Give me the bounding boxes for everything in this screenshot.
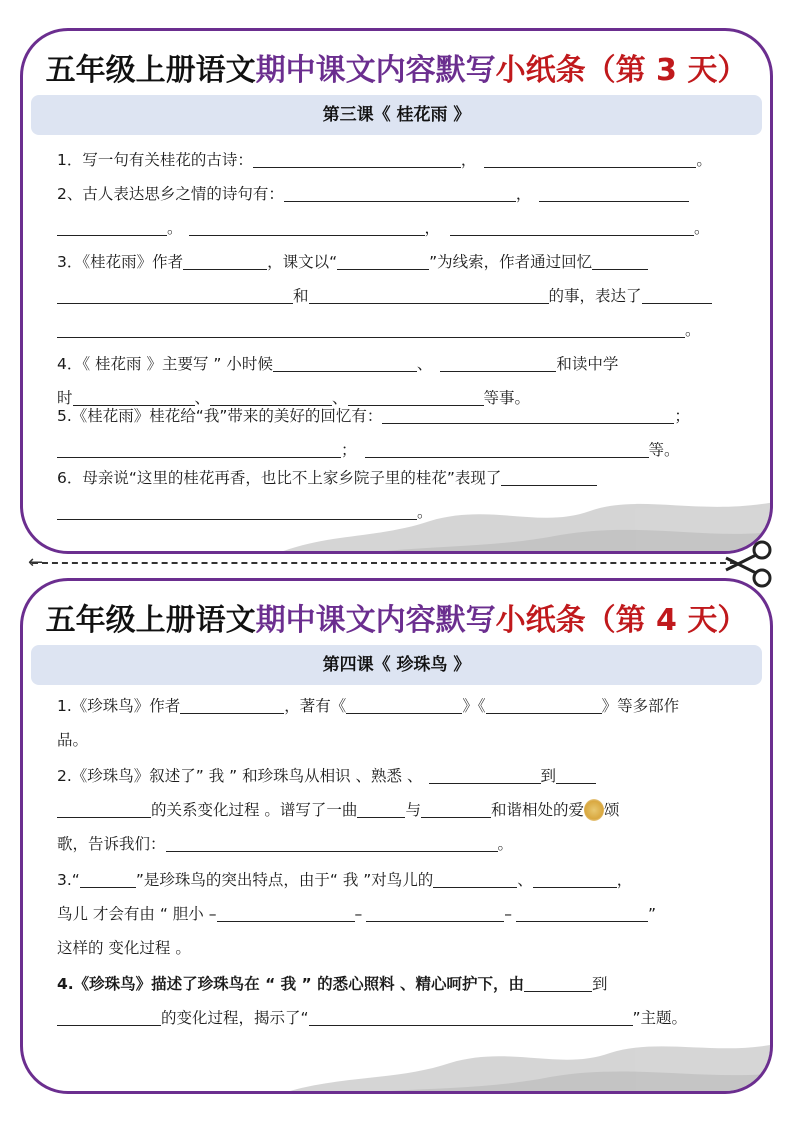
punct: 。 xyxy=(685,321,701,339)
question-text: 5.《桂花雨》桂花给“我”带来的美好的回忆有： xyxy=(57,407,383,425)
question-text: 4.《珍珠鸟》描述了珍珠鸟在 “ 我 ” 的悉心照料 、精心呵护下，由 xyxy=(57,975,525,993)
question-2 xyxy=(57,759,736,861)
answer-blank[interactable] xyxy=(516,903,648,922)
question-text: 2、古人表达思乡之情的诗句有： xyxy=(57,185,284,203)
question-text: 等。 xyxy=(648,441,680,459)
question-3 xyxy=(57,863,736,965)
cut-line-divider xyxy=(32,562,736,566)
arrow-left-icon: ← xyxy=(28,552,44,573)
answer-blank[interactable] xyxy=(309,285,549,304)
question-text: 》等多部作 xyxy=(601,697,680,715)
question-text: 2.《珍珠鸟》叙述了” 我 ” 和珍珠鸟从相识 、熟悉 、 xyxy=(57,767,423,785)
note-card-day4 xyxy=(20,578,773,1094)
punct: ， xyxy=(460,151,477,169)
answer-blank[interactable] xyxy=(57,285,293,304)
punct: 。 xyxy=(694,219,710,237)
question-text: 4．《 桂花雨 》主要写 ” 小时候 xyxy=(57,355,273,373)
answer-blank[interactable] xyxy=(486,695,602,714)
answer-blank[interactable] xyxy=(366,903,504,922)
answer-blank[interactable] xyxy=(429,765,541,784)
question-5 xyxy=(57,399,736,467)
question-text: 鸟儿 才会有由 “ 胆小 – xyxy=(57,905,217,923)
question-text: 1.《珍珠鸟》作者 xyxy=(57,697,181,715)
punct: 。 xyxy=(167,219,183,237)
question-text: 等事。 xyxy=(483,389,531,407)
answer-blank[interactable] xyxy=(57,1007,161,1026)
answer-blank[interactable] xyxy=(524,973,592,992)
question-text: 的关系变化过程 。谱写了一曲 xyxy=(151,801,358,819)
paint-smudge-decoration xyxy=(584,799,604,821)
question-text: 和谐相处的爱 xyxy=(490,801,584,819)
punct: ” xyxy=(648,905,657,923)
question-text: 》《 xyxy=(462,697,486,715)
punct: 、 xyxy=(517,871,533,889)
answer-blank[interactable] xyxy=(592,251,648,270)
punct: 。 xyxy=(497,835,514,853)
answer-blank[interactable] xyxy=(337,251,429,270)
question-text: 的变化过程，揭示了“ xyxy=(161,1009,309,1027)
question-text: ”是珍珠鸟的突出特点，由于“ 我 ”对鸟儿的 xyxy=(135,871,434,889)
title-day-text: 小纸条（第 3 天） xyxy=(495,53,748,88)
question-text: 3．《桂花雨》作者 xyxy=(57,253,184,271)
punct: ， xyxy=(616,871,633,889)
answer-blank[interactable] xyxy=(556,765,596,784)
question-text: 颂 xyxy=(603,801,620,819)
answer-blank[interactable] xyxy=(273,353,417,372)
answer-blank[interactable] xyxy=(382,405,674,424)
question-3 xyxy=(57,245,736,347)
question-text: 品。 xyxy=(57,731,89,749)
title-grade-text: 五年级上册语文 xyxy=(45,53,256,88)
answer-blank[interactable] xyxy=(484,149,696,168)
answer-blank[interactable] xyxy=(450,217,694,236)
question-text: 时 xyxy=(57,389,73,407)
question-text: 和 xyxy=(293,287,309,305)
answer-blank[interactable] xyxy=(57,439,341,458)
answer-blank[interactable] xyxy=(357,799,405,818)
answer-blank[interactable] xyxy=(284,183,516,202)
card-title xyxy=(23,595,770,639)
title-topic-text: 期中课文内容默写 xyxy=(255,603,496,638)
punct: ； xyxy=(674,407,690,425)
title-topic-text: 期中课文内容默写 xyxy=(255,53,496,88)
question-text: 到 xyxy=(592,975,608,993)
question-text: 和读中学 xyxy=(556,355,619,373)
answer-blank[interactable] xyxy=(253,149,461,168)
question-text: 3.“ xyxy=(57,871,80,889)
note-card-day3 xyxy=(20,28,773,554)
question-text: 1．写一句有关桂花的古诗： xyxy=(57,151,253,169)
answer-blank[interactable] xyxy=(433,869,517,888)
punct: 。 xyxy=(417,503,433,521)
punct: ， xyxy=(515,185,532,203)
punct: – xyxy=(504,905,512,923)
lesson-header: 第四课《 珍珠鸟 》 xyxy=(31,645,762,685)
question-text: ”为线索，作者通过回忆 xyxy=(429,253,593,271)
answer-blank[interactable] xyxy=(533,869,617,888)
question-1 xyxy=(57,143,736,177)
answer-blank[interactable] xyxy=(421,799,491,818)
answer-blank[interactable] xyxy=(180,695,284,714)
answer-blank[interactable] xyxy=(80,869,136,888)
question-2 xyxy=(57,177,736,245)
lesson-header: 第三课《 桂花雨 》 xyxy=(31,95,762,135)
answer-blank[interactable] xyxy=(217,903,355,922)
ink-landscape-decoration xyxy=(260,1011,773,1094)
answer-blank[interactable] xyxy=(539,183,689,202)
question-text: 6．母亲说“这里的桂花再香，也比不上家乡院子里的桂花”表现了 xyxy=(57,469,502,487)
answer-blank[interactable] xyxy=(57,217,167,236)
answer-blank[interactable] xyxy=(642,285,712,304)
answer-blank[interactable] xyxy=(57,799,151,818)
question-text: 的事，表达了 xyxy=(548,287,642,305)
title-grade-text: 五年级上册语文 xyxy=(45,603,256,638)
punct: 、 xyxy=(416,355,433,373)
question-1 xyxy=(57,689,736,757)
punct: 、 xyxy=(194,389,211,407)
answer-blank[interactable] xyxy=(365,439,649,458)
question-text: ”主题。 xyxy=(632,1009,688,1027)
answer-blank[interactable] xyxy=(346,695,462,714)
question-text: 歌，告诉我们： xyxy=(57,835,166,853)
question-text: 到 xyxy=(540,767,557,785)
title-day-text: 小纸条（第 4 天） xyxy=(495,603,748,638)
question-text: 这样的 变化过程 。 xyxy=(57,939,191,957)
answer-blank[interactable] xyxy=(440,353,556,372)
punct: ； xyxy=(341,441,357,459)
answer-blank[interactable] xyxy=(189,217,425,236)
question-text: ，著有《 xyxy=(284,697,347,715)
question-text: ，课文以“ xyxy=(267,253,338,271)
answer-blank[interactable] xyxy=(183,251,267,270)
ink-landscape-decoration xyxy=(260,471,773,554)
question-text: 与 xyxy=(405,801,421,819)
card-title xyxy=(23,45,770,89)
punct: 、 xyxy=(332,389,348,407)
answer-blank[interactable] xyxy=(57,319,685,338)
punct: – xyxy=(354,905,363,923)
punct: 。 xyxy=(696,151,712,169)
punct: ， xyxy=(424,219,441,237)
answer-blank[interactable] xyxy=(166,833,498,852)
